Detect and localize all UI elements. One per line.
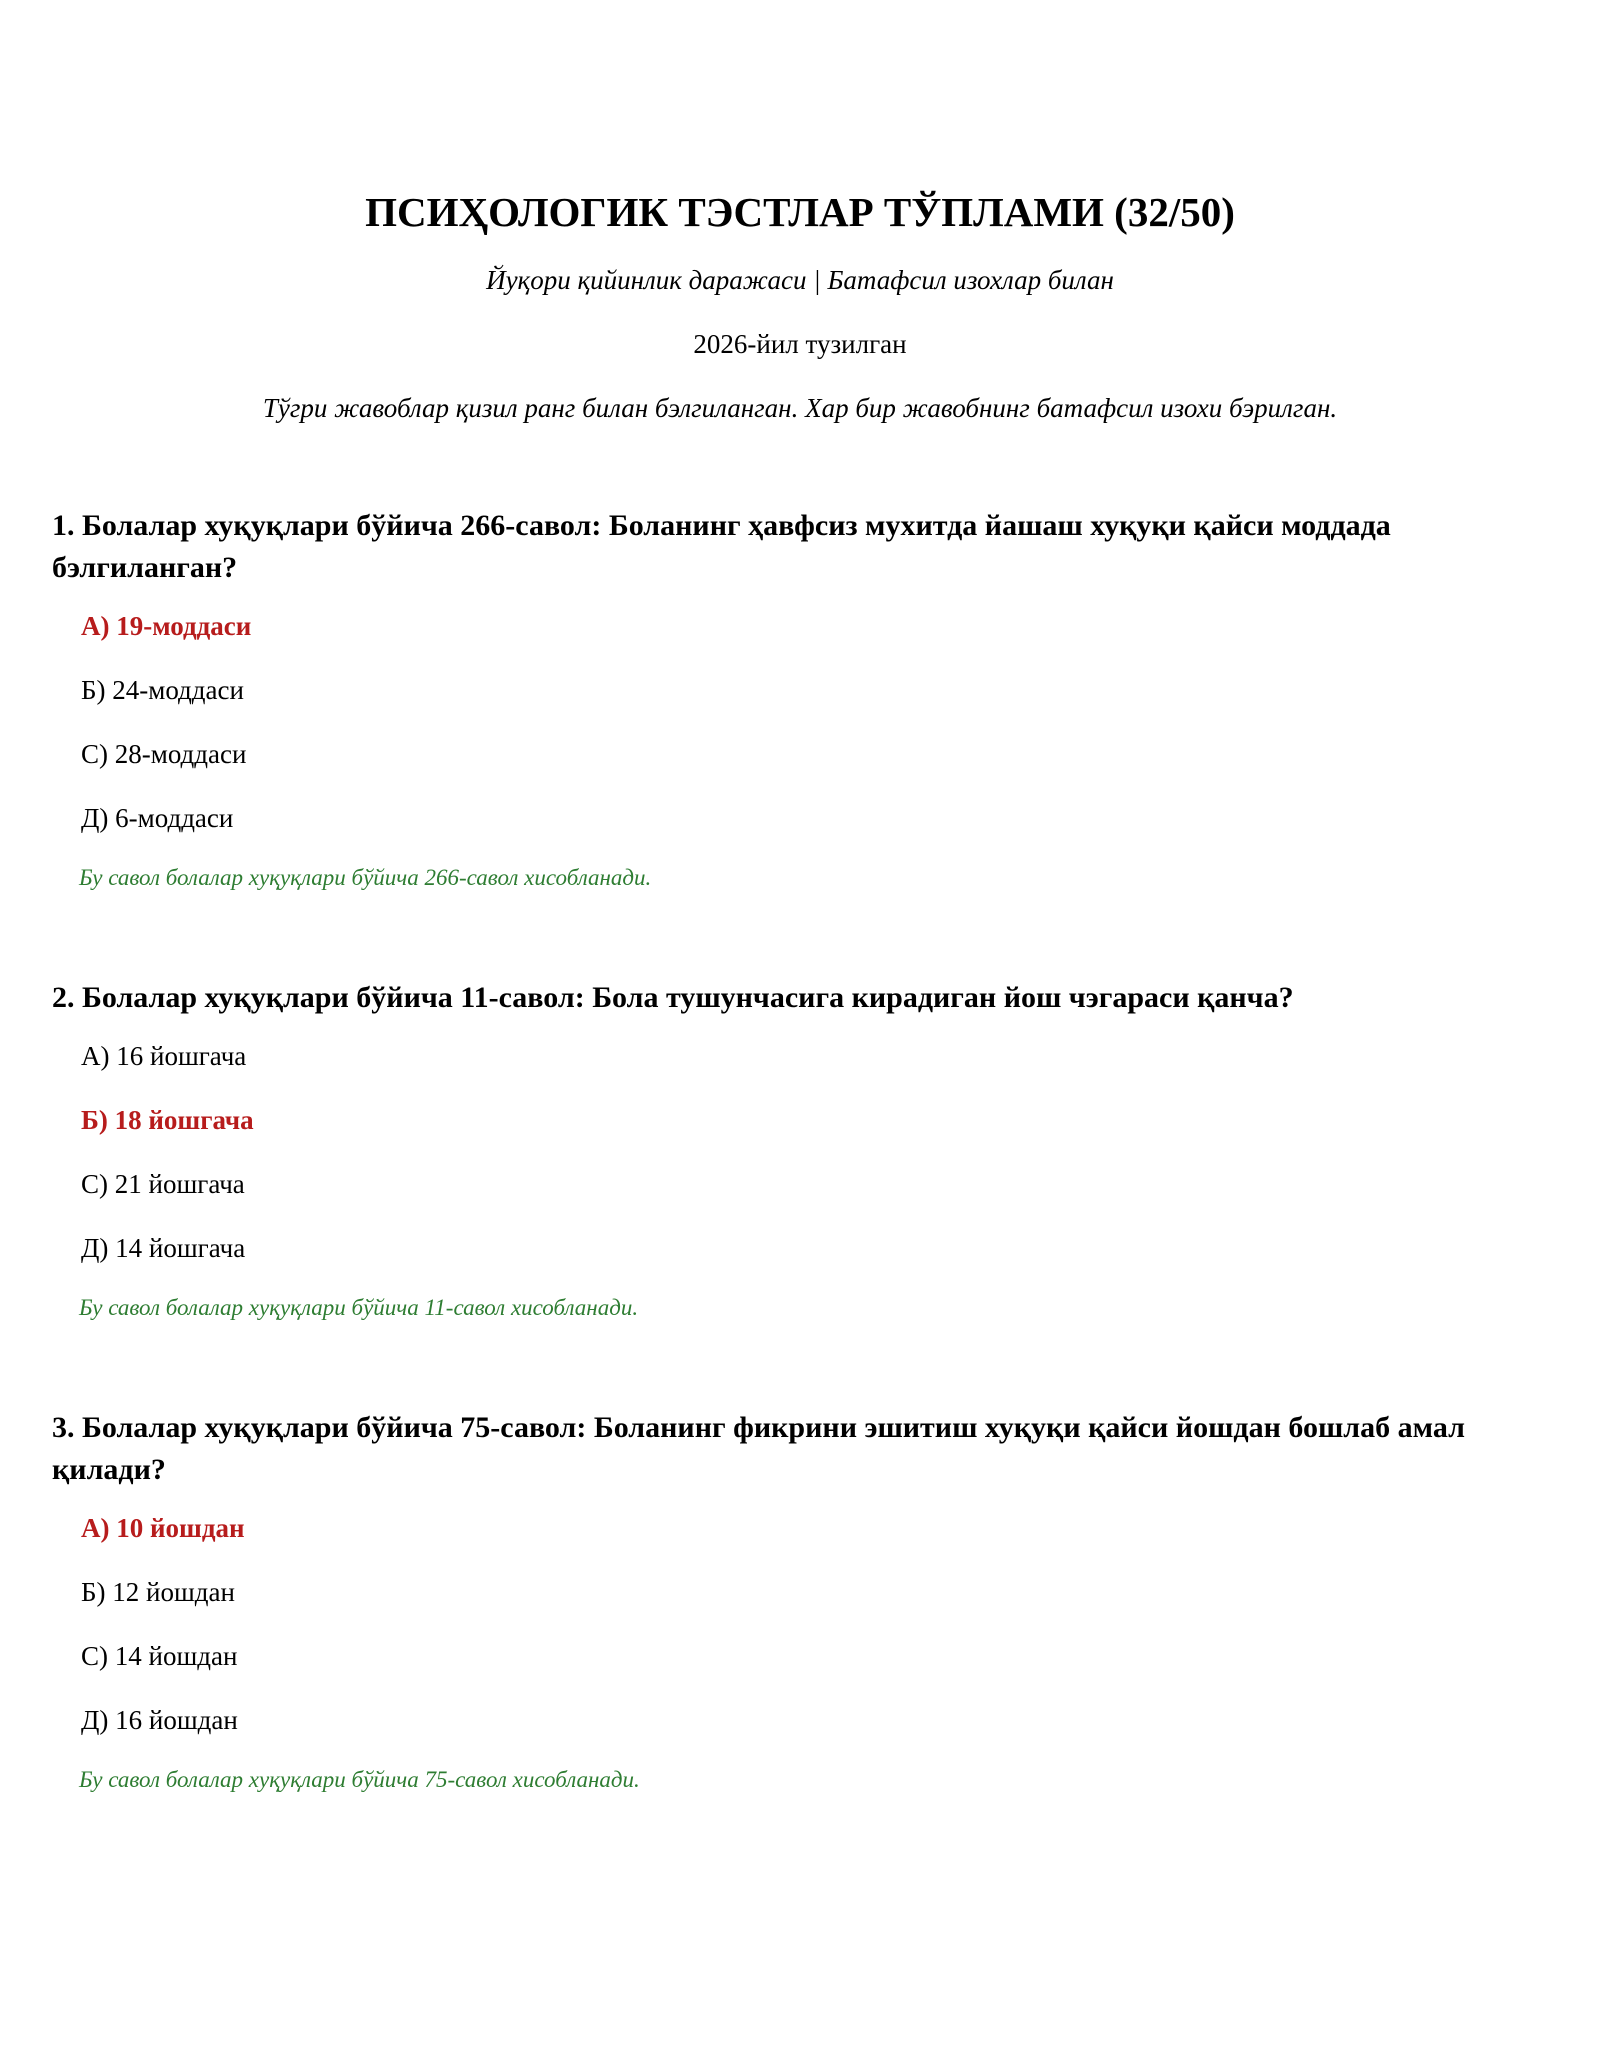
answer-explanation: Бу савол болалар хуқуқлари бўйича 75-савол хисобланади. bbox=[79, 1767, 640, 1792]
question-text: 3. Болалар хуқуқлари бўйича 75-савол: Боланинг фикрини эшитиш хуқуқи қайси йошдан бошлаб амал қилади? bbox=[52, 1411, 1465, 1486]
answer-option: Б) 24-моддаси bbox=[81, 675, 244, 705]
page-subtitle: Йуқори қийинлик даражаси | Батафсил изохлар билан bbox=[486, 265, 1114, 295]
answer-option: Д) 6-моддаси bbox=[81, 803, 234, 833]
answer-option: С) 28-моддаси bbox=[81, 739, 247, 769]
answer-option: Д) 16 йошдан bbox=[81, 1705, 238, 1735]
question-text: 2. Болалар хуқуқлари бўйича 11-савол: Бола тушунчасига кирадиган йош чэгараси қанча? bbox=[52, 981, 1294, 1014]
page-title: ПСИҲОЛОГИК ТЭСТЛАР ТЎПЛАМИ (32/50) bbox=[365, 189, 1235, 235]
answer-option: А) 16 йошгача bbox=[81, 1041, 247, 1071]
answer-options bbox=[52, 609, 1548, 835]
answer-explanation: Бу савол болалар хуқуқлари бўйича 266-савол хисобланади. bbox=[79, 865, 652, 890]
question-item bbox=[52, 505, 1548, 893]
question-item bbox=[52, 977, 1548, 1323]
question-item bbox=[52, 1407, 1548, 1795]
question-list bbox=[52, 505, 1548, 1795]
answer-option-correct: А) 10 йошдан bbox=[81, 1513, 245, 1543]
answer-option: Д) 14 йошгача bbox=[81, 1233, 246, 1263]
answer-explanation: Бу савол болалар хуқуқлари бўйича 11-савол хисобланади. bbox=[79, 1295, 639, 1320]
document-header bbox=[52, 0, 1548, 425]
answer-option-correct: Б) 18 йошгача bbox=[81, 1105, 254, 1135]
answer-option-correct: А) 19-моддаси bbox=[81, 611, 252, 641]
compiled-date: 2026-йил тузилган bbox=[693, 329, 907, 359]
answer-options bbox=[52, 1511, 1548, 1737]
answer-option: Б) 12 йошдан bbox=[81, 1577, 235, 1607]
answer-option: С) 21 йошгача bbox=[81, 1169, 245, 1199]
answer-options bbox=[52, 1039, 1548, 1265]
legend-note: Тўгри жавоблар қизил ранг билан бэлгиланган. Хар бир жавобнинг батафсил изохи бэрилган. bbox=[262, 393, 1338, 423]
question-text: 1. Болалар хуқуқлари бўйича 266-савол: Боланинг ҳавфсиз мухитда йашаш хуқуқи қайси моддада бэлгиланган? bbox=[52, 509, 1391, 584]
answer-option: С) 14 йошдан bbox=[81, 1641, 238, 1671]
